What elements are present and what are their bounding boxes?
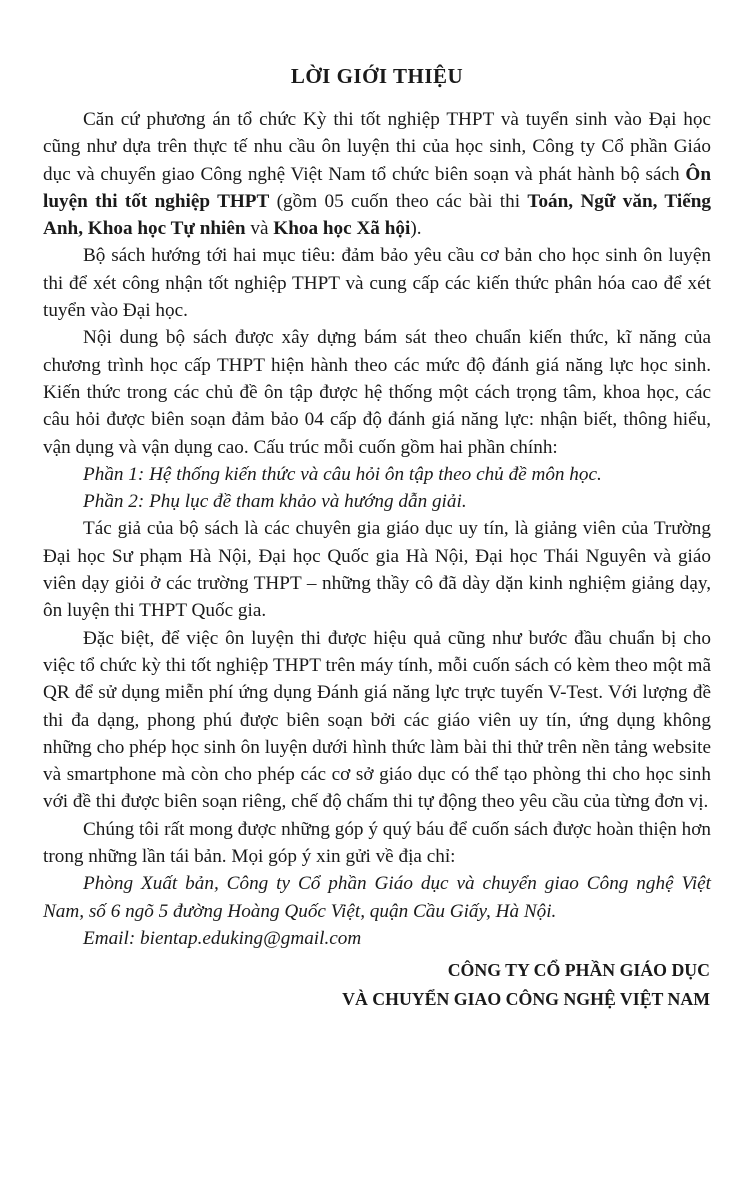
subjects-list: Toán, Ngữ văn, Tiếng Anh, Khoa học Tự nhiên <box>43 190 711 240</box>
part-2-description: Phần 2: Phụ lục đề tham khảo và hướng dẫn giải. <box>83 491 467 513</box>
signature-line-1: CÔNG TY CỔ PHẦN GIÁO DỤC <box>447 960 710 981</box>
paragraph-context-text-3: và <box>245 218 274 240</box>
paragraph-context <box>43 106 711 242</box>
paragraph-goals: Bộ sách hướng tới hai mục tiêu: đảm bảo yêu cầu cơ bản cho học sinh ôn luyện thi để xét công nhận tốt nghiệp THPT và cung cấp các kiến thức phân hóa cao để xét tuyển vào Đại học. <box>43 245 711 322</box>
contact-email: Email: bientap.eduking@gmail.com <box>83 927 362 949</box>
paragraph-vtest: Đặc biệt, để việc ôn luyện thi được hiệu quả cũng như bước đầu chuẩn bị cho việc tổ chức kỳ thi tốt nghiệp THPT trên máy tính, mỗi cuốn sách có kèm theo một mã QR để sử dụng miễn phí ứng dụng Đánh giá năng lực trực tuyến V-Test. Với lượng đề thi đa dạng, phong phú được biên soạn bởi các giáo viên uy tín, ứng dụng không những cho phép học sinh ôn luyện dưới hình thức làm bài thi thử trên nền tảng website và smartphone mà còn cho phép các cơ sở giáo dục có thể tạo phòng thi cho học sinh với đề thi được biên soạn riêng, chế độ chấm thi tự động theo yêu cầu của từng đơn vị. <box>43 627 711 813</box>
book-series-name: Ôn luyện thi tốt nghiệp THPT <box>43 163 711 212</box>
paragraph-context-text-4: ). <box>410 218 422 240</box>
paragraph-context-text-2: (gồm 05 cuốn theo các bài thi <box>269 190 528 212</box>
paragraph-feedback: Chúng tôi rất mong được những góp ý quý báu để cuốn sách được hoàn thiện hơn trong những lần tái bản. Mọi góp ý xin gửi về địa chỉ: <box>43 818 711 868</box>
publisher-signature <box>43 956 711 1014</box>
part-1-description: Phần 1: Hệ thống kiến thức và câu hỏi ôn tập theo chủ đề môn học. <box>83 463 602 485</box>
paragraph-context-text: Căn cứ phương án tổ chức Kỳ thi tốt nghiệp THPT và tuyển sinh vào Đại học cũng như dựa trên thực tế nhu cầu ôn luyện thi của học sinh, Công ty Cổ phần Giáo dục và chuyển giao Công nghệ Việt Nam tổ chức biên soạn và phát hành bộ sách <box>43 109 711 185</box>
paragraph-content: Nội dung bộ sách được xây dựng bám sát theo chuẩn kiến thức, kĩ năng của chương trình học cấp THPT hiện hành theo các mức độ đánh giá năng lực học sinh. Kiến thức trong các chủ đề ôn tập được hệ thống một cách trọng tâm, khoa học, các câu hỏi được biên soạn đảm bảo 04 cấp độ đánh giá năng lực: nhận biết, thông hiểu, vận dụng và vận dụng cao. Cấu trúc mỗi cuốn gồm hai phần chính: <box>43 327 711 458</box>
page-title: LỜI GIỚI THIỆU <box>290 64 464 88</box>
contact-address: Phòng Xuất bản, Công ty Cổ phần Giáo dục và chuyển giao Công nghệ Việt Nam, số 6 ngõ 5 đường Hoàng Quốc Việt, quận Cầu Giấy, Hà Nội. <box>43 873 711 922</box>
paragraph-authors: Tác giả của bộ sách là các chuyên gia giáo dục uy tín, là giảng viên của Trường Đại học Sư phạm Hà Nội, Đại học Quốc gia Hà Nội, Đại học Thái Nguyên và giáo viên dạy giỏi ở các trường THPT – những thầy cô đã dày dặn kinh nghiệm giảng dạy, ôn luyện thi THPT Quốc gia. <box>43 518 711 622</box>
signature-line-2: VÀ CHUYỂN GIAO CÔNG NGHỆ VIỆT NAM <box>342 989 710 1010</box>
subject-social-science: Khoa học Xã hội <box>273 218 411 240</box>
